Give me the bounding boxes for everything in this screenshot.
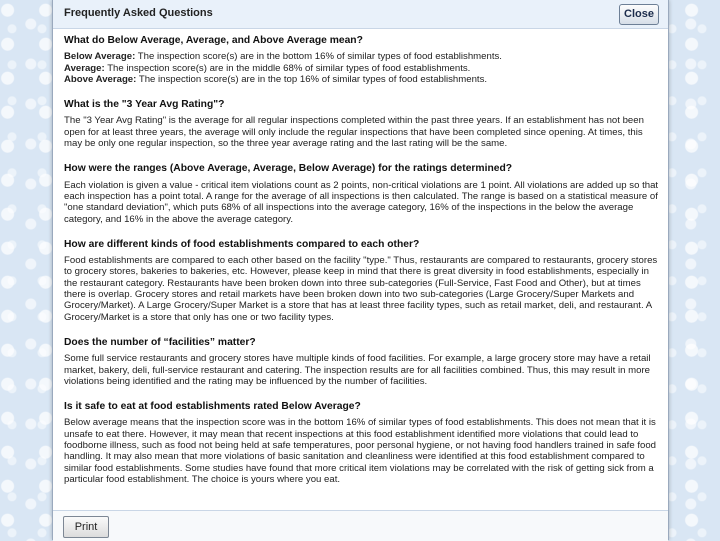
faq-dialog	[52, 0, 669, 540]
definition-term: Below Average:	[64, 51, 136, 63]
definition-below-average	[64, 51, 662, 62]
definition-term: Average:	[64, 62, 105, 74]
definition-term: Above Average:	[64, 73, 137, 85]
faq-answer-facilities: Some full service restaurants and grocery stores have multiple kinds of food facilities. For example, a large grocery store may have a retail market, bakery, deli, full-service restaurant and catering. The inspection results are for all facilities combined. Thus, this may result in more violations being identified and the rating may be influenced by the number of facilities.	[64, 353, 651, 387]
faq-answer-comparison: Food establishments are compared to each other based on the facility "type." Thus, restaurants are compared to restaurants, grocery stores to grocery stores, bakeries to bakeries, etc. However, please keep in mind that there is great diversity in food establishments, especially in the restaurant category. Restaurants have been broken down into three sub-categories (Full-Service, Fast Food and Other), but at times there is overlap. Grocery stores and retail markets have been broken down into two sub-categories (Large Grocery/Super Markets and Grocery/Market). A Large Grocery/Super Market is a store that has at least three facility types, such as retail market, deli, and restaurant. A Grocery/Market is a store that only has one or two facility types.	[64, 255, 658, 323]
faq-answer-ratings-meaning	[64, 51, 662, 85]
definition-text: The inspection score(s) are in the middle 68% of similar types of food establishments.	[104, 62, 471, 74]
definition-text: The inspection score(s) are in the top 16% of similar types of food establishments.	[136, 73, 488, 85]
faq-question-comparison: How are different kinds of food establishments compared to each other?	[64, 238, 420, 250]
faq-question-3yr-avg: What is the "3 Year Avg Rating"?	[64, 99, 225, 111]
faq-answer-3yr-avg: The "3 Year Avg Rating" is the average for all regular inspections completed within the past three years. If an establishment has not been open for at least three years, the average will only include the regular inspections that have been completed since opening. At times, this may be only one regular inspection, so the three year average rating and the last rating will be the same.	[64, 115, 644, 150]
dialog-titlebar	[53, 0, 668, 29]
faq-question-ranges: How were the ranges (Above Average, Average, Below Average) for the ratings determined?	[64, 163, 513, 175]
faq-question-safety: Is it safe to eat at food establishments rated Below Average?	[64, 401, 361, 413]
definition-above-average	[64, 74, 662, 85]
faq-question-ratings-meaning: What do Below Average, Average, and Above Average mean?	[64, 35, 363, 46]
dialog-footer	[53, 510, 668, 541]
definition-average	[64, 63, 662, 74]
dialog-title: Frequently Asked Questions	[64, 7, 213, 19]
print-button[interactable]: Print	[63, 516, 109, 538]
faq-question-facilities: Does the number of “facilities” matter?	[64, 336, 256, 348]
faq-answer-safety: Below average means that the inspection score was in the bottom 16% of similar types of food establishments. This does not mean that it is unsafe to eat there. However, it may mean that recent inspections at this food establishment identified more violations that could lead to foodborne illness, such as food not being held at safe temperatures, poor personal hygiene, or not having food handlers trained in safe food handling. It may also mean that more violations of basic sanitation and cleanliness were identified at this food establishment compared to similar food establishments. Some studies have found that more critical item violations may be correlated with the risk of getting sick from a particular food establishment. The choice is yours where you eat.	[64, 417, 657, 485]
close-button[interactable]: Close	[619, 4, 659, 25]
faq-answer-ranges: Each violation is given a value - critical item violations count as 2 points, non-critical violations are 1 point. All violations are added up so that each inspection has a point total. A range for the average of all inspections is then calculated. The range is based on a statistical measure of "one standard deviation", which puts 68% of all inspections into the average category, 16% of the inspections in the below the average category, and 16% in the above the average category.	[64, 179, 659, 225]
definition-text: The inspection score(s) are in the bottom 16% of similar types of food establishments.	[135, 51, 502, 63]
faq-content[interactable]	[64, 30, 662, 508]
